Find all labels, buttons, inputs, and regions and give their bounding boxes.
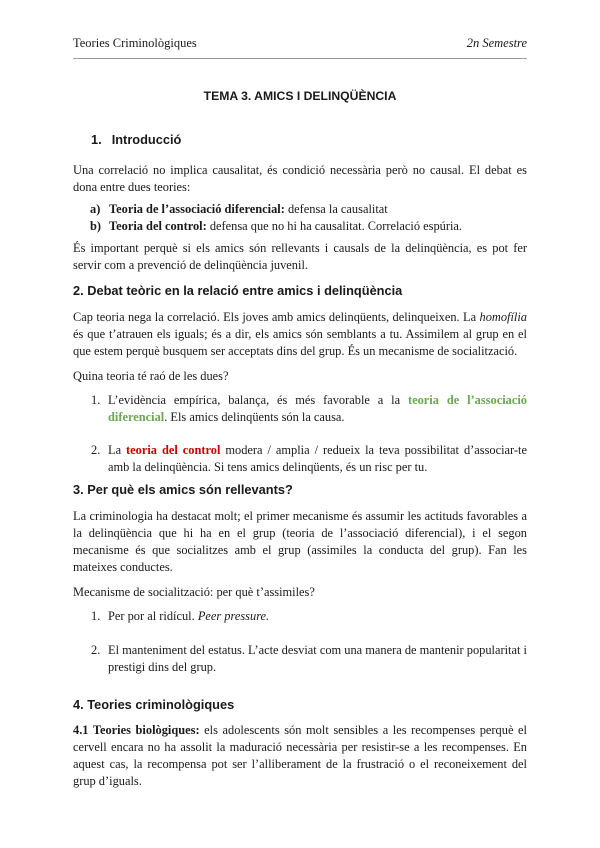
text-run: El manteniment del estatus. L’acte desviat com una manera de mantenir popularitat i prestigi dins del grup. [108,643,527,674]
list-item-number: 2. [91,443,101,457]
section-2-question: Quina teoria té raó de les dues? [73,369,229,383]
section-3-question: Mecanisme de socialització: per què t’assimiles? [73,585,315,599]
document-title: TEMA 3. AMICS I DELINQÜÈNCIA [203,89,397,103]
theories-list [73,201,527,235]
section-3-heading: 3. Per què els amics són rellevants? [73,482,293,497]
text-run: L’evidència empírica, balança, és més favorable a la [108,393,408,407]
text-run: és que t’atrauen els iguals; és a dir, els amics són semblants a tu. Assimilem al grup en el que estem perquè busquem ser acceptats dins del grup. És un mecanisme de socialització. [73,327,527,358]
list-item-number: 1. [91,393,101,407]
list-item [73,608,527,625]
list-item [73,442,527,476]
list-item [73,218,527,235]
list-item-term: Teoria de l’associació diferencial: [109,202,285,216]
page-header [73,36,527,51]
section-2-paragraph-1 [73,309,527,360]
section-4-heading: 4. Teories criminològiques [73,697,235,712]
list-item-number: 1. [91,609,101,623]
document-body [73,88,527,790]
text-run: Per por al ridícul. [108,609,198,623]
list-item [73,392,527,426]
highlight-differential-association: teoria de l’associació diferencial [108,393,527,424]
header-semester: 2n Semestre [466,36,527,50]
list-item-number: 2. [91,643,101,657]
list-item-letter: b) [90,219,102,233]
section-1-paragraph-1: Una correlació no implica causalitat, és condició necessària però no causal. El debat es dona entre dues teories: [73,163,527,194]
highlight-control-theory: teoria del control [126,443,221,457]
emphasis-peer-pressure: Peer pressure. [197,609,270,623]
section-3-paragraph-1: La criminologia ha destacat molt; el primer mecanisme és assumir les actituds favorables a la delinqüència que hi ha en el grup (teoria de l’associació diferencial), i el segon mecanisme és que socialitzes amb el grup (assimiles la conducta del grup). Fan les mateixes conductes. [73,509,527,574]
header-divider [73,58,527,59]
text-run: La [108,443,127,457]
section-1-number: 1. [91,132,102,147]
list-item-letter: a) [90,202,101,216]
mechanisms-list [73,608,527,676]
list-item-text: defensa que no hi ha causalitat. Correlació espúria. [206,219,463,233]
list-item-text: defensa la causalitat [284,202,388,216]
section-1-paragraph-2: És important perquè si els amics són rellevants i causals de la delinqüència, es pot fer servir com a prevenció de delinqüència juvenil. [73,241,527,272]
text-run: els adolescents són molt sensibles a les recompenses perquè el cervell encara no ha assolit la maduració necessària per resistir-se a les recompenses. En aquest cas, la recompensa pot ser l’alliberament de la frustració o el reconeixement del grup d’iguals. [73,723,527,788]
text-run: . Els amics delinqüents són la causa. [164,410,345,424]
section-4-1-paragraph [73,722,527,790]
section-2-heading: 2. Debat teòric en la relació entre amics i delinqüència [73,283,403,298]
header-course-title: Teories Criminològiques [73,36,197,50]
subsection-label: 4.1 Teories biològiques: [73,723,200,737]
text-run: Cap teoria nega la correlació. Els joves amb amics delinqüents, delinqueixen. La [73,310,480,324]
section-1-title: Introducció [111,132,182,147]
section-1-heading [73,131,527,148]
list-item [73,642,527,676]
emphasis-homofilia: homofília [479,310,527,324]
list-item-term: Teoria del control: [109,219,207,233]
answers-list [73,392,527,476]
text-run: modera / amplia / redueix la teva possibilitat d’associar-te amb la delinqüència. Si tens amics delinqüents, és un risc per tu. [108,443,527,474]
list-item [73,201,527,218]
